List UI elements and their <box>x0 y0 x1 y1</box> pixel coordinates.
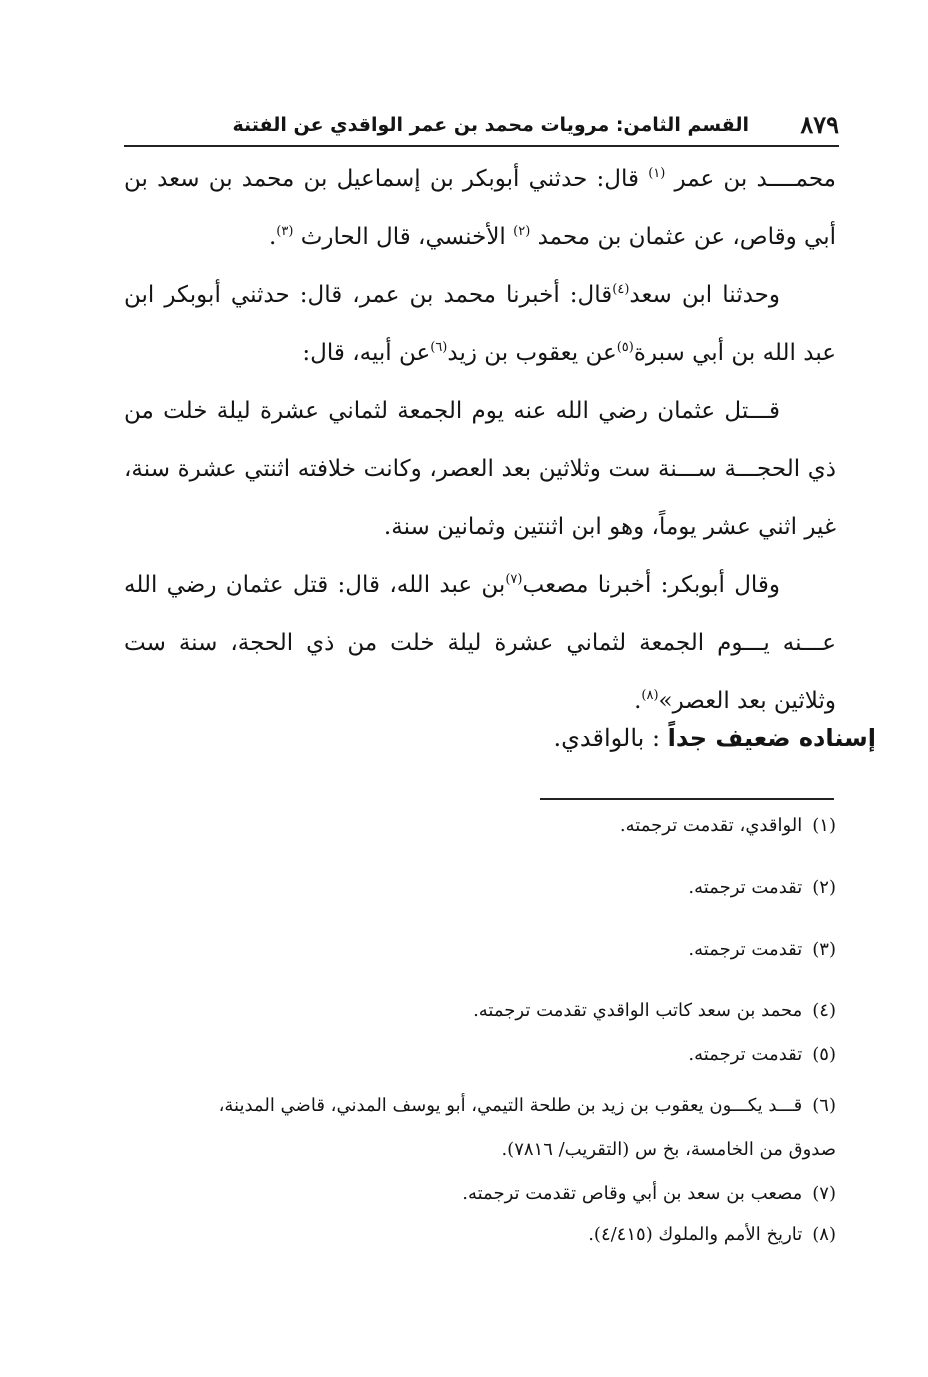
footnote-reference: (١) <box>648 166 666 181</box>
footnote-reference: (٧) <box>505 572 523 587</box>
footnote-number: (٧) <box>812 1183 836 1204</box>
footnote-4 <box>118 1000 836 1021</box>
footnote-text: مصعب بن سعد بن أبي وقاص تقدمت ترجمته. <box>462 1183 803 1204</box>
footnote-8 <box>118 1224 836 1245</box>
footnote-number: (٦) <box>812 1095 836 1116</box>
footnote-number: (٤) <box>812 1000 836 1021</box>
footnote-number: (٣) <box>812 939 836 960</box>
footnote-reference: (٦) <box>430 340 448 355</box>
verdict-strong: إسناده ضعيف جداً <box>667 724 876 752</box>
footnote-reference: (٣) <box>276 224 294 239</box>
footnote-text: تاريخ الأمم والملوك (٤/٤١٥). <box>588 1224 803 1245</box>
paragraph-text: عن أبيه، قال: <box>302 340 431 366</box>
page-header <box>124 110 839 144</box>
paragraph-text: عن يعقوب بن زيد <box>447 340 617 366</box>
body-text <box>124 150 836 730</box>
paragraph-text: . <box>634 688 642 714</box>
footnote-3 <box>118 939 836 960</box>
footnote-text: الواقدي، تقدمت ترجمته. <box>619 815 803 836</box>
footnote-number: (٥) <box>812 1044 836 1065</box>
footnote-reference: (٢) <box>513 224 531 239</box>
footnote-text: قـــد يكـــون يعقوب بن زيد بن طلحة التيمي، أبو يوسف المدني، قاضي المدينة، <box>218 1095 803 1116</box>
paragraph-text: . <box>268 224 277 250</box>
footnote-number: (١) <box>812 815 836 836</box>
footnote-2 <box>118 877 836 898</box>
verdict-rest: : بالواقدي. <box>553 724 668 752</box>
page-number: ٨٧٩ <box>800 110 839 139</box>
footnote-5 <box>118 1044 836 1065</box>
footnote-number: (٨) <box>812 1224 836 1245</box>
paragraph-text: قـــتل عثمان رضي الله عنه يوم الجمعة لثماني عشرة ليلة خلت من ذي الحجـــة ســـنة ست وثلاثين بعد العصر، وكانت خلافته اثنتي عشرة سنة، غير اثني عشر يوماً، وهو ابن اثنتين وثمانين سنة. <box>124 398 836 540</box>
paragraph-text: قال: أخبرنا محمد بن عمر، قال: حدثني أبوبكر ابن عبد الله بن أبي سبرة <box>124 282 836 366</box>
footnote-separator <box>540 798 834 800</box>
paragraph-text: محمــــد بن عمر <box>665 166 836 192</box>
paragraph-4 <box>124 556 836 730</box>
footnote-number: (٢) <box>812 877 836 898</box>
paragraph-text: وقال أبوبكر: أخبرنا مصعب <box>522 572 781 598</box>
isnad-verdict <box>476 718 876 758</box>
footnote-text: محمد بن سعد كاتب الواقدي تقدمت ترجمته. <box>473 1000 803 1021</box>
paragraph-text: وحدثنا ابن سعد <box>629 282 781 308</box>
footnote-6 <box>118 1095 836 1116</box>
header-rule <box>124 145 839 147</box>
footnote-7 <box>118 1183 836 1204</box>
footnote-text: تقدمت ترجمته. <box>688 1044 803 1065</box>
paragraph-2 <box>124 266 836 382</box>
footnote-reference: (٤) <box>612 282 630 297</box>
footnote-6-continuation: صدوق من الخامسة، بخ س (التقريب/ ٧٨١٦). <box>501 1139 836 1160</box>
footnote-reference: (٨) <box>641 688 659 703</box>
paragraph-text: الأخنسي، قال الحارث <box>293 224 514 250</box>
paragraph-1 <box>124 150 836 266</box>
footnote-text: تقدمت ترجمته. <box>688 877 803 898</box>
paragraph-text: بن عبد الله، قال: قتل عثمان رضي الله عـــنه يـــوم الجمعة لثماني عشرة ليلة خلت من ذي الحجة، سنة ست وثلاثين بعد العصر» <box>124 572 836 714</box>
paragraph-text: قال: حدثني أبوبكر بن إسماعيل بن محمد بن سعد بن أبي وقاص، عن عثمان بن محمد <box>124 166 836 250</box>
paragraph-3 <box>124 382 836 556</box>
footnote-text: تقدمت ترجمته. <box>688 939 803 960</box>
footnote-1 <box>118 815 836 836</box>
footnote-reference: (٥) <box>616 340 634 355</box>
running-title: القسم الثامن: مرويات محمد بن عمر الواقدي عن الفتنة <box>232 114 749 136</box>
